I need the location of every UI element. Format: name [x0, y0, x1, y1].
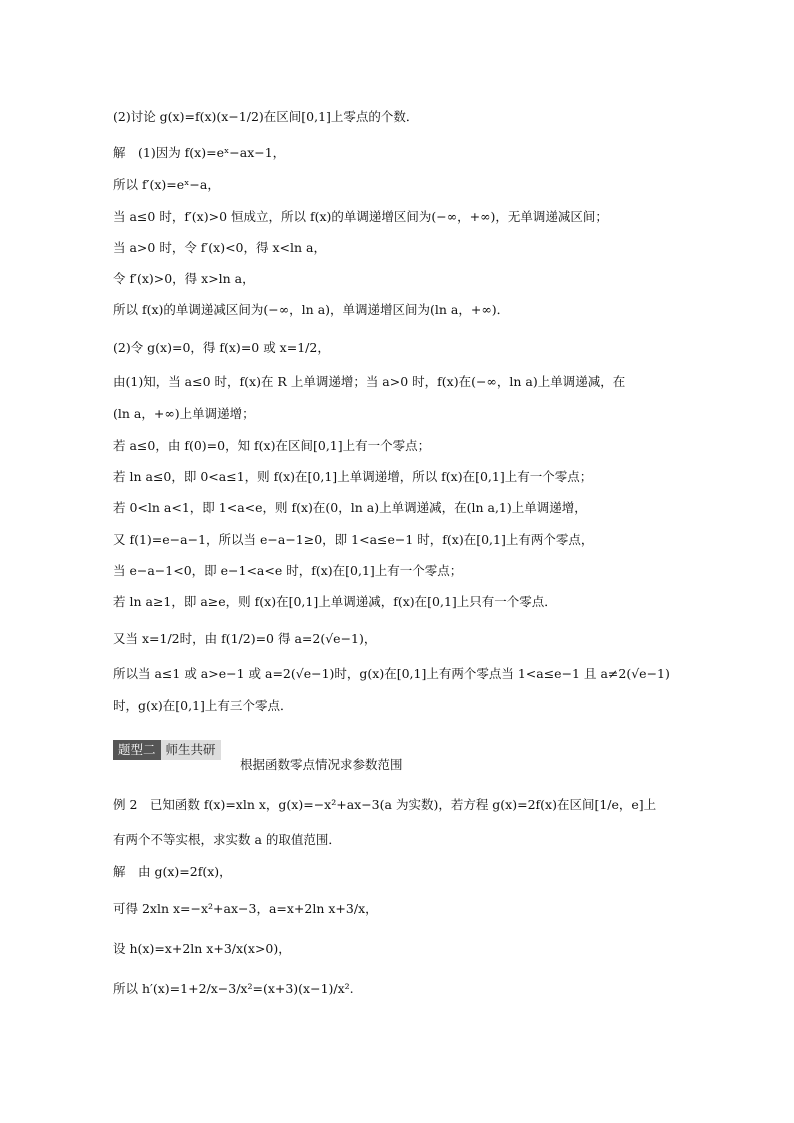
text-line: 所以 f(x)的单调递减区间为(−∞，ln a)，单调递增区间为(ln a，+∞)． — [113, 302, 510, 317]
text-line: (ln a，+∞)上单调递增； — [113, 406, 255, 421]
text-line: 解 (1)因为 f(x)=eˣ−ax−1， — [113, 145, 286, 160]
section-title: 根据函数零点情况求参数范围 — [240, 757, 403, 772]
text-line: 可得 2xln x=−x²+ax−3，a=x+2ln x+3/x， — [113, 901, 378, 916]
text-line: 解 由 g(x)=2f(x)， — [113, 864, 232, 879]
text-line: 所以当 a≤1 或 a>e−1 或 a=2(√e−1)时，g(x)在[0,1]上有两个零点当 1<a≤e−1 且 a≠2(√e−1) — [113, 666, 670, 681]
text-line: 当 a≤0 时，f′(x)>0 恒成立，所以 f(x)的单调递增区间为(−∞，+∞)，无单调递减区间； — [113, 209, 608, 224]
text-line: 若 0<ln a<1，即 1<a<e，则 f(x)在(0，ln a)上单调递减，在(ln a,1)上单调递增， — [113, 500, 587, 515]
text-line: 若 ln a≤0，即 0<a≤1，则 f(x)在[0,1]上单调递增，所以 f(x)在[0,1]上有一个零点； — [113, 469, 593, 484]
text-line: 又当 x=1/2时，由 f(1/2)=0 得 a=2(√e−1)， — [113, 631, 377, 646]
question-type-badge — [113, 740, 221, 760]
text-line: 若 a≤0，由 f(0)=0，知 f(x)在区间[0,1]上有一个零点； — [113, 438, 431, 453]
badge-mode: 师生共研 — [161, 740, 221, 760]
text-line: 若 ln a≥1，即 a≥e，则 f(x)在[0,1]上单调递减，f(x)在[0,1]上只有一个零点． — [113, 594, 557, 609]
badge-type: 题型二 — [113, 740, 161, 760]
text-line: 时，g(x)在[0,1]上有三个零点． — [113, 698, 293, 713]
text-line: 当 a>0 时，令 f′(x)<0，得 x<ln a， — [113, 240, 326, 255]
text-line: 设 h(x)=x+2ln x+3/x(x>0)， — [113, 941, 291, 956]
text-line: 有两个不等实根，求实数 a 的取值范围． — [113, 832, 341, 847]
text-line: (2)令 g(x)=0，得 f(x)=0 或 x=1/2， — [113, 340, 330, 355]
text-line: 所以 h′(x)=1+2/x−3/x²=(x+3)(x−1)/x². — [113, 981, 354, 996]
text-line: 令 f′(x)>0，得 x>ln a， — [113, 271, 255, 286]
text-line: (2)讨论 g(x)=f(x)(x−1/2)在区间[0,1]上零点的个数． — [113, 109, 419, 124]
text-line: 所以 f′(x)=eˣ−a， — [113, 177, 220, 192]
text-line: 由(1)知，当 a≤0 时，f(x)在 R 上单调递增；当 a>0 时，f(x)在(−∞，ln a)上单调递减，在 — [113, 374, 626, 389]
text-line: 又 f(1)=e−a−1，所以当 e−a−1≥0，即 1<a≤e−1 时，f(x)在[0,1]上有两个零点， — [113, 532, 594, 547]
text-line: 当 e−a−1<0，即 e−1<a<e 时，f(x)在[0,1]上有一个零点； — [113, 563, 463, 578]
text-line: 例 2 已知函数 f(x)=xln x，g(x)=−x²+ax−3(a 为实数)，若方程 g(x)=2f(x)在区间[1/e，e]上 — [113, 797, 657, 812]
